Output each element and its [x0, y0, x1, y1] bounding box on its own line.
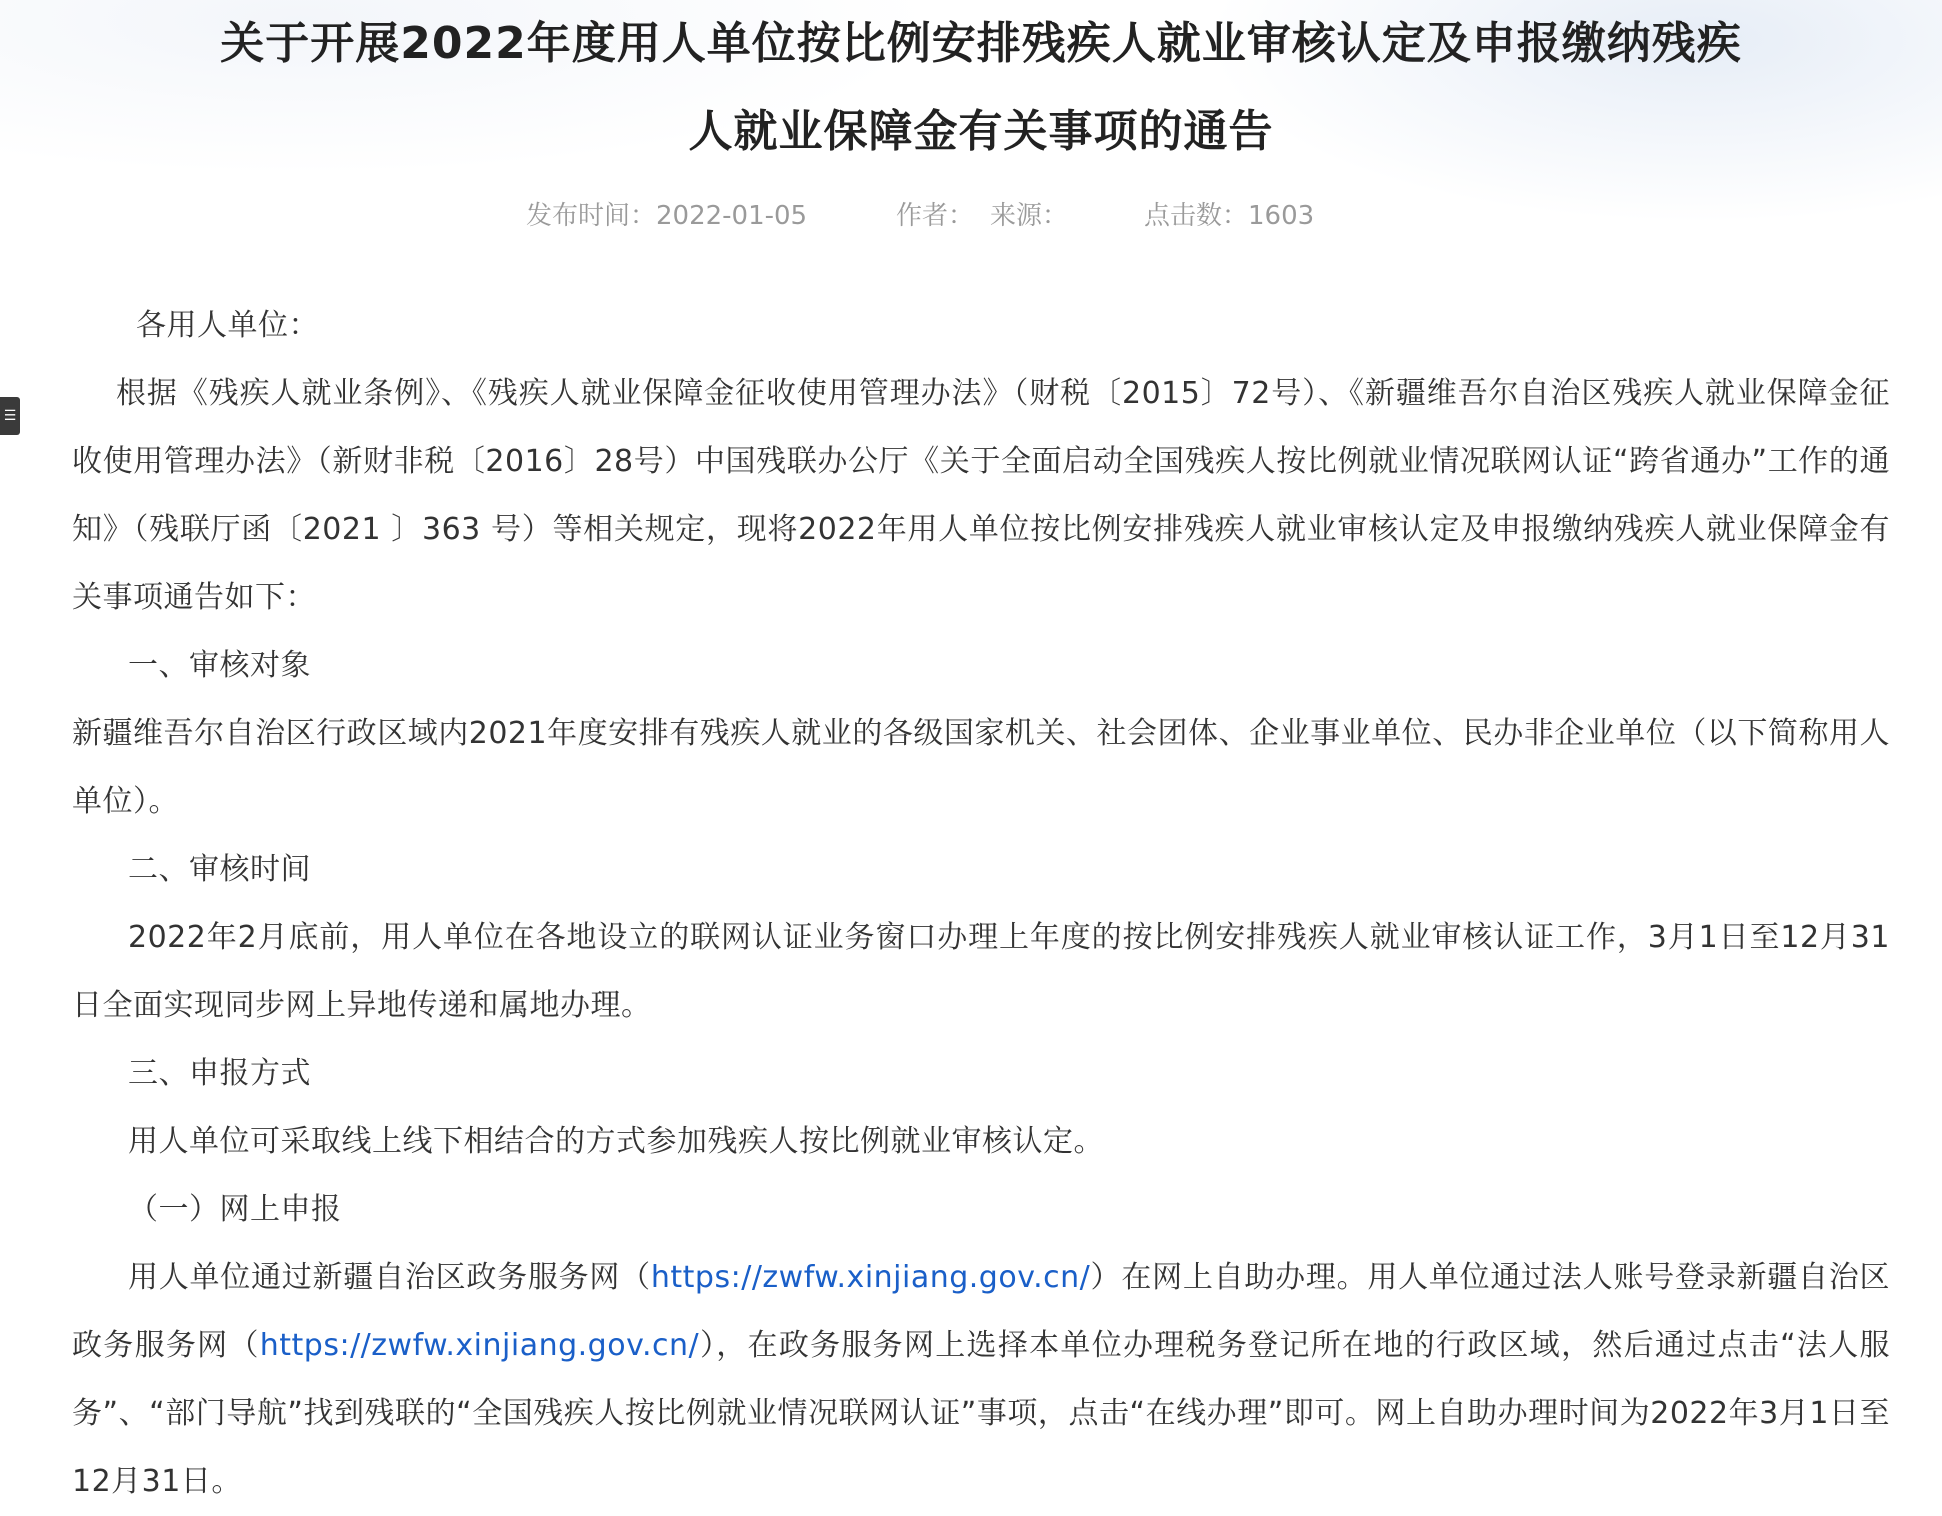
portal-link-2[interactable]: https://zwfw.xinjiang.gov.cn/	[259, 1328, 700, 1363]
portal-link-1[interactable]: https://zwfw.xinjiang.gov.cn/	[650, 1260, 1091, 1295]
article-body	[72, 292, 1890, 1516]
menu-icon: ☰	[3, 408, 17, 424]
source: 来源：	[990, 201, 1069, 231]
section-3-paragraph: 用人单位可采取线上线下相结合的方式参加残疾人按比例就业审核认定。	[128, 1124, 1104, 1159]
section-heading-1: 一、审核对象	[128, 648, 311, 683]
online-filing-paragraph	[72, 1244, 1890, 1516]
salutation: 各用人单位：	[136, 308, 319, 343]
article-title	[150, 0, 1812, 176]
online-filing-text-a: 用人单位通过新疆自治区政务服务网（	[128, 1260, 651, 1295]
publish-time: 发布时间：2022-01-05	[526, 201, 808, 231]
author: 作者：	[896, 201, 975, 231]
click-count: 点击数：1603	[1144, 201, 1315, 231]
subsection-heading-online: （一）网上申报	[128, 1192, 342, 1227]
section-heading-2: 二、审核时间	[128, 852, 311, 887]
section-2-paragraph: 2022年2月底前，用人单位在各地设立的联网认证业务窗口办理上年度的按比例安排残疾人就业审核认证工作，3月1日至12月31日全面实现同步网上异地传递和属地办理。	[72, 920, 1890, 1023]
side-tab-button[interactable]	[0, 397, 20, 435]
article-title-line2: 人就业保障金有关事项的通告	[688, 106, 1274, 157]
section-heading-3: 三、申报方式	[128, 1056, 311, 1091]
online-filing-text-b: ）在网上自助办理。用人单位通过法人账号登录新疆自治区政务服务网（	[72, 1260, 1891, 1363]
online-filing-text-c: ），在政务服务网上选择本单位办理税务登记所在地的行政区域，然后通过点击“法人服务”、“部门导航”找到残联的“全国残疾人按比例就业情况联网认证”事项，点击“在线办理”即可。网上自助办理时间为2022年3月1日至12月31日。	[72, 1328, 1891, 1499]
article-meta	[0, 196, 1942, 236]
intro-paragraph: 根据《残疾人就业条例》、《残疾人就业保障金征收使用管理办法》（财税〔2015〕72号）、《新疆维吾尔自治区残疾人就业保障金征收使用管理办法》（新财非税〔2016〕28号）中国残联办公厅《关于全面启动全国残疾人按比例就业情况联网认证“跨省通办”工作的通知》（残联厅函〔2021 〕363 号）等相关规定，现将2022年用人单位按比例安排残疾人就业审核认定及申报缴纳残疾人就业保障金有关事项通告如下：	[72, 376, 1890, 615]
article-title-line1: 关于开展2022年度用人单位按比例安排残疾人就业审核认定及申报缴纳残疾	[220, 18, 1742, 69]
section-1-paragraph: 新疆维吾尔自治区行政区域内2021年度安排有残疾人就业的各级国家机关、社会团体、企业事业单位、民办非企业单位（以下简称用人单位）。	[72, 716, 1890, 819]
